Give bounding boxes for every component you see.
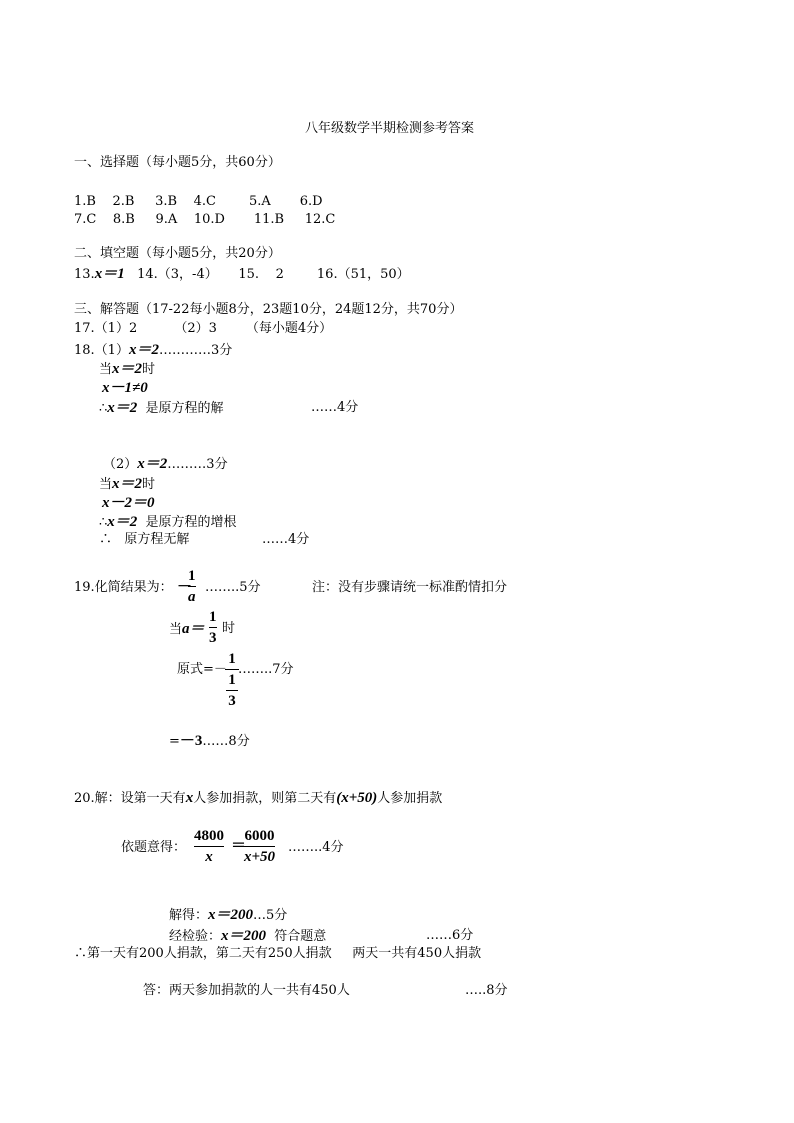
section-3-heading: 三、解答题（17-22每小题8分，23题10分，24题12分，共70分）	[74, 302, 463, 317]
q19-note: 注：没有步骤请统一标准酌情扣分	[312, 580, 508, 595]
section-1-heading: 一、选择题（每小题5分，共60分）	[74, 155, 281, 170]
q20-score-1: ……..4分	[288, 840, 344, 855]
q20-intro: 20.解：设第一天有x人参加捐款，则第二天有(x+50)人参加捐款	[74, 790, 443, 806]
q20-equals: ＝	[231, 838, 247, 854]
q19-result-fraction: 1 a	[188, 568, 196, 605]
q20-check: 经检验：x＝200 符合题意	[169, 928, 327, 944]
q20-score-4: …..8分	[465, 983, 508, 998]
q20-solve: 解得：x＝200…5分	[169, 907, 288, 923]
q20-equation-label: 依题意得：	[121, 840, 187, 855]
q18-part1-line: 18.（1）x＝2…………3分	[74, 342, 233, 358]
q20-conclusion: ∴第一天有200人捐款，第二天有250人捐款 两天一共有450人捐款	[74, 946, 482, 961]
page-title: 八年级数学半期检测参考答案	[305, 121, 475, 136]
q20-left-fraction: 4800 x	[194, 828, 224, 865]
q18-part2-final: ∴ 原方程无解	[99, 532, 190, 547]
q19-result: =－3……8分	[169, 733, 250, 749]
choice-answers-row-1: 1.B 2.B 3.B 4.C 5.A 6.D	[74, 194, 323, 209]
q19-when: 当a＝	[169, 621, 205, 637]
fill-answers-row	[74, 266, 410, 283]
q18-part1-score: ……4分	[311, 400, 359, 415]
q19-a-value-fraction: 1 3	[209, 609, 217, 646]
q17-answer: 17.（1）2 （2）3 （每小题4分）	[74, 321, 333, 336]
q18-part1-conclusion: ∴x＝2 是原方程的解	[99, 400, 224, 416]
fill-answers-rest: 14.（3，-4） 15. 2 16.（51，50）	[124, 267, 410, 282]
section-2-heading: 二、填空题（每小题5分，共20分）	[74, 246, 281, 261]
q18-part2-condition: x－2＝0	[102, 495, 155, 511]
q19-score-1: ……..5分	[205, 580, 261, 595]
q19-when-end: 时	[222, 621, 236, 636]
q19-complex-fraction: 1 1 3	[225, 651, 239, 709]
q18-part1-condition: x－1≠0	[102, 380, 148, 396]
q20-score-3: ……6分	[426, 928, 474, 943]
q20-answer: 答：两天参加捐款的人一共有450人	[143, 983, 350, 998]
q19-label: 19.化简结果为：	[74, 580, 173, 595]
q20-right-fraction: 6000 x+50	[244, 828, 276, 865]
q13-label: 13.	[74, 267, 95, 282]
q19-original-expression: 原式=－	[177, 662, 227, 677]
q18-part2-line: （2）x＝2………3分	[103, 456, 228, 472]
q18-part1-when: 当x＝2时	[99, 361, 156, 377]
q18-part2-when: 当x＝2时	[99, 476, 156, 492]
choice-answers-row-2: 7.C 8.B 9.A 10.D 11.B 12.C	[74, 212, 336, 227]
q13-math: x＝1	[94, 266, 125, 282]
q19-score-2: ……..7分	[238, 662, 294, 677]
q18-part2-conclusion: ∴x＝2 是原方程的增根	[99, 514, 237, 530]
q19-minus: －	[177, 579, 193, 595]
q18-part2-score: ……4分	[262, 532, 310, 547]
